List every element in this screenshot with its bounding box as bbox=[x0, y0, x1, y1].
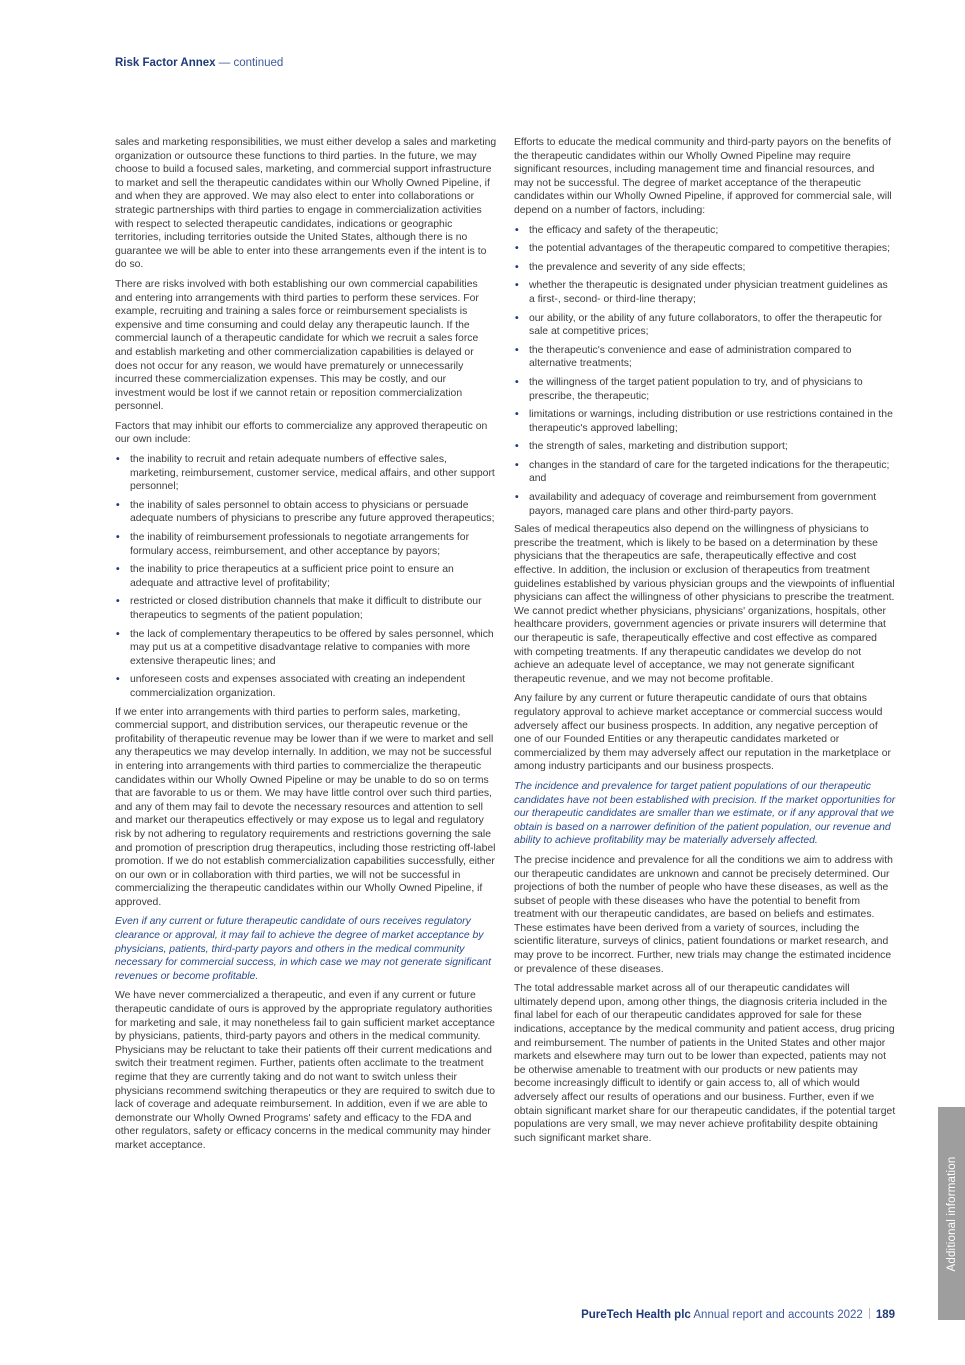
list-item: • our ability, or the ability of any future collaborators, to offer the therapeutic for sale at competitive prices; bbox=[514, 312, 896, 339]
factor-list bbox=[115, 453, 497, 701]
list-item: • the inability to recruit and retain adequate numbers of effective sales, marketing, reimbursement, customer service, medical affairs, and other support personnel; bbox=[115, 453, 497, 494]
footer-company: PureTech Health plc bbox=[581, 1309, 691, 1321]
list-item: • limitations or warnings, including distribution or use restrictions contained in the therapeutic's approved labelling; bbox=[514, 408, 896, 435]
list-item: • restricted or closed distribution channels that make it difficult to distribute our therapeutics to segments of the patient population; bbox=[115, 595, 497, 622]
list-item: • the therapeutic's convenience and ease of administration compared to alternative treatments; bbox=[514, 344, 896, 371]
list-item: • unforeseen costs and expenses associated with creating an independent commercialization organization. bbox=[115, 673, 497, 700]
list-item: • the strength of sales, marketing and distribution support; bbox=[514, 440, 896, 454]
list-item: • the willingness of the target patient population to try, and of physicians to prescribe, the therapeutic; bbox=[514, 376, 896, 403]
list-item: • the inability to price therapeutics at a sufficient price point to ensure an adequate and attractive level of profitability; bbox=[115, 563, 497, 590]
risk-heading: Even if any current or future therapeutic candidate of ours receives regulatory clearance or approval, it may fail to achieve the degree of market acceptance by physicians, patients, third-party payors and others in the medical community necessary for commercial success, in which case we may not generate significant revenues or become profitable. bbox=[115, 916, 491, 982]
footer-divider bbox=[869, 1308, 870, 1319]
list-item: • the efficacy and safety of the therapeutic; bbox=[514, 224, 896, 238]
factor-list bbox=[514, 224, 896, 519]
running-header bbox=[115, 57, 283, 69]
risk-heading: The incidence and prevalence for target patient populations of our therapeutic candidates have not been established with precision. If the market opportunities for our therapeutic candidates are smaller than we estimate, or if any approval that we obtain is based on a narrower definition of the patient population, our revenue and ability to achieve profitability may be materially adversely affected. bbox=[514, 780, 896, 847]
page-number: 189 bbox=[875, 1309, 895, 1321]
left-column bbox=[115, 136, 497, 1159]
list-item: • availability and adequacy of coverage and reimbursement from government payors, managed care plans and other third-party payors. bbox=[514, 491, 896, 518]
side-tab-label: Additional information bbox=[945, 1156, 958, 1271]
list-item: • the lack of complementary therapeutics to be offered by sales personnel, which may put us at a competitive disadvantage relative to companies with more extensive therapeutic lines; and bbox=[115, 628, 497, 669]
list-item: • the prevalence and severity of any side effects; bbox=[514, 261, 896, 275]
paragraph: Any failure by any current or future therapeutic candidate of ours that obtains regulatory approval to achieve market acceptance or commercial success would adversely affect our business prospects. In addition, any negative perception of one of our Founded Entities or any therapeutic candidates marketed or commercialized by them may adversely affect our reputation in the marketplace or among industry participants and our business prospects. bbox=[514, 693, 891, 773]
paragraph: sales and marketing responsibilities, we must either develop a sales and marketing organization or outsource these functions to third parties. In the future, we may choose to build a focused sales, marketing, and commercial support infrastructure to market and sell the therapeutic candidates within our Wholly Owned Pipeline, if and when they are approved. We may also elect to enter into collaborations or strategic partnerships with third parties to engage in commercialization activities with respect to selected therapeutic candidates, indications or geographic territories, including territories outside the United States, although there is no guarantee we will be able to enter into these arrangements even if the intent is to do so. bbox=[115, 137, 497, 271]
list-item: • whether the therapeutic is designated under physician treatment guidelines as a first-, second- or third-line therapy; bbox=[514, 279, 896, 306]
header-continued: — continued bbox=[218, 57, 284, 69]
list-item: • changes in the standard of care for the targeted indications for the therapeutic; and bbox=[514, 459, 896, 486]
paragraph: Factors that may inhibit our efforts to commercialize any approved therapeutic on our own include: bbox=[115, 420, 488, 446]
footer-report-title: Annual report and accounts 2022 bbox=[693, 1309, 863, 1321]
right-column bbox=[514, 136, 896, 1151]
paragraph: The total addressable market across all of our therapeutic candidates will ultimately depend upon, among other things, the diagnosis criteria included in the final label for each of our therapeutic candidates approved for sale for these indications, acceptance by the medical community and patient access, drug pricing and reimbursement. The number of patients in the United States and other major markets and elsewhere may turn out to be lower than expected, patients may not be otherwise amenable to treatment with our products or new patients may become increasingly difficult to identify or gain access to, all of which would adversely affect our results of operations and our business. Further, even if we obtain significant market share for our therapeutic candidates, if the potential target populations are very small, we may never achieve profitability despite obtaining such significant market share. bbox=[514, 983, 896, 1144]
paragraph: We have never commercialized a therapeutic, and even if any current or future therapeutic candidate of ours is approved by the appropriate regulatory authorities for marketing and sale, it may nonetheless fail to gain sufficient market acceptance by physicians, patients, third-party payors and others in the medical community. Physicians may be reluctant to take their patients off their current medications and switch their treatment regimen. Further, patients often acclimate to the treatment regime that they are currently taking and do not want to switch unless their physicians recommend switching therapeutics or they are required to switch due to lack of coverage and adequate reimbursement. In addition, even if we are able to demonstrate our Wholly Owned Programs' safety and efficacy to the FDA and other regulators, safety or efficacy concerns in the medical community may hinder market acceptance. bbox=[115, 990, 496, 1151]
header-title: Risk Factor Annex bbox=[115, 57, 216, 69]
paragraph: There are risks involved with both establishing our own commercial capabilities and entering into arrangements with third parties to perform these services. For example, recruiting and training a sales force or reimbursement specialists is expensive and time consuming and could delay any therapeutic launch. If the commercial launch of a therapeutic candidate for which we recruit a sales force and establish marketing and other commercialization capabilities is delayed or does not occur for any reason, we would have prematurely or unnecessarily incurred these commercialization expenses. This may be costly, and our investment would be lost if we cannot retain or reposition commercialization personnel. bbox=[115, 278, 479, 413]
section-side-tab[interactable] bbox=[938, 1107, 965, 1320]
paragraph: Efforts to educate the medical community and third-party payors on the benefits of the therapeutic candidates within our Wholly Owned Pipeline may require significant resources, including management time and financial resources, and may not be successful. The degree of market acceptance of the therapeutic candidates within our Wholly Owned Pipeline, if approved for commercial sale, will depend on a number of factors, including: bbox=[514, 137, 892, 216]
list-item: • the potential advantages of the therapeutic compared to competitive therapies; bbox=[514, 242, 896, 256]
paragraph: If we enter into arrangements with third parties to perform sales, marketing, commercial support, and distribution services, our therapeutic revenue or the profitability of therapeutic revenue may be lower than if we were to market and sell any therapeutics we may develop internally. In addition, we may not be successful in entering into arrangements with third parties to commercialize the therapeutic candidates within our Wholly Owned Pipeline or may be unable to do so on terms that are favorable to us or them. We may have little control over such third parties, and any of them may fail to devote the necessary resources and attention to sell and market our therapeutics effectively or may expose us to legal and regulatory risk by not adhering to regulatory requirements and restrictions governing the sale and promotion of prescription drug therapeutics, including those restricting off-label promotion. If we do not establish commercialization capabilities successfully, either on our own or in collaboration with third parties, we will not be successful in commercializing the therapeutic candidates within our Wholly Owned Pipeline, if approved. bbox=[115, 706, 496, 908]
list-item: • the inability of reimbursement professionals to negotiate arrangements for formulary access, reimbursement, and other acceptance by payors; bbox=[115, 531, 497, 558]
paragraph: Sales of medical therapeutics also depend on the willingness of physicians to prescribe the treatment, which is likely to be based on a determination by these physicians that the therapeutics are safe, therapeutically effective and cost effective. In addition, the inclusion or exclusion of therapeutics from treatment guidelines established by various physician groups and the viewpoints of influential physicians can affect the willingness of other physicians to prescribe the treatment. We cannot predict whether physicians, physicians' organizations, hospitals, other healthcare providers, government agencies or private insurers will determine that our therapeutic is safe, therapeutically effective and cost effective as compared with competing treatments. If any therapeutic candidates we develop do not achieve an adequate level of acceptance, we may not generate significant therapeutic revenue, and we may not become profitable. bbox=[514, 524, 895, 685]
list-item: • the inability of sales personnel to obtain access to physicians or persuade adequate numbers of physicians to prescribe any future approved therapeutics; bbox=[115, 499, 497, 526]
page-footer bbox=[581, 1308, 895, 1321]
paragraph: The precise incidence and prevalence for all the conditions we aim to address with our therapeutic candidates are unknown and cannot be precisely determined. Our projections of both the number of people who have these diseases, as well as the subset of people with these diseases who have the potential to benefit from treatment with our therapeutic candidates, are based on beliefs and estimates. These estimates have been derived from a variety of sources, including the scientific literature, surveys of clinics, patient foundations or market research, and may prove to be incorrect. Further, new trials may change the estimated incidence or prevalence of these diseases. bbox=[514, 854, 893, 975]
